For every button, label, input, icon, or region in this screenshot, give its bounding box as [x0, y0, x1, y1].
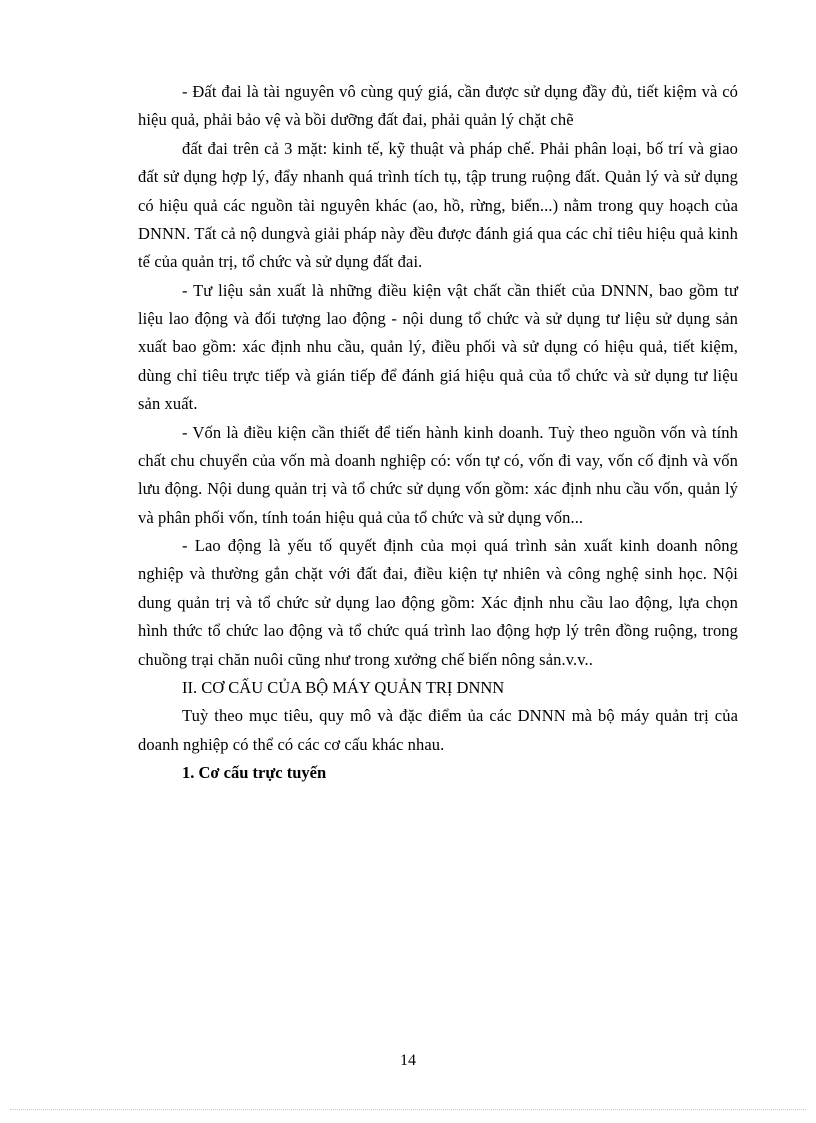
section-heading: II. CƠ CẤU CỦA BỘ MÁY QUẢN TRỊ DNNN: [182, 677, 505, 697]
page-body: [138, 78, 738, 787]
paragraph: Tuỳ theo mục tiêu, quy mô và đặc điểm ủa các DNNN mà bộ máy quản trị của doanh nghiệp có thể có các cơ cấu khác nhau.: [138, 706, 738, 754]
paragraph: - Lao động là yếu tố quyết định của mọi quá trình sản xuất kinh doanh nông nghiệp và thường gắn chặt với đất đai, điều kiện tự nhiên và công nghệ sinh học. Nội dung quản trị và tổ chức sử dụng lao động gồm: Xác định nhu cầu lao động, lựa chọn hình thức tổ chức lao động và tổ chức quá trình lao động hợp lý trên đồng ruộng, trong chuồng trại chăn nuôi cũng như trong xưởng chế biến nông sản.v.v..: [138, 536, 738, 669]
paragraph: - Tư liệu sản xuất là những điều kiện vật chất cần thiết của DNNN, bao gồm tư liệu lao động và đối tượng lao động - nội dung tổ chức và sử dụng tư liệu sử dụng sản xuất bao gồm: xác định nhu cầu, quản lý, điều phối và sử dụng có hiệu quả, tiết kiệm, dùng chỉ tiêu trực tiếp và gián tiếp để đánh giá hiệu quả của tổ chức và sử dụng tư liệu sản xuất.: [138, 280, 738, 414]
paragraph: - Vốn là điều kiện cần thiết để tiến hành kinh doanh. Tuỳ theo nguồn vốn và tính chất chu chuyển của vốn mà doanh nghiệp có: vốn tự có, vốn đi vay, vốn cố định và vốn lưu động. Nội dung quản trị và tổ chức sử dụng vốn gồm: xác định nhu cầu vốn, quản lý và phân phối vốn, tính toán hiệu quả của tổ chức và sử dụng vốn...: [138, 422, 738, 527]
subsection-heading: 1. Cơ cấu trực tuyến: [182, 763, 327, 782]
paragraph: đất đai trên cả 3 mặt: kinh tế, kỹ thuật và pháp chế. Phải phân loại, bố trí và giao đất sử dụng hợp lý, đẩy nhanh quá trình tích tụ, tập trung ruộng đất. Quản lý và sử dụng có hiệu quả các nguồn tài nguyên khác (ao, hồ, rừng, biển...) nằm trong quy hoạch của DNNN. Tất cả nộ dungvà giải pháp này đều được đánh giá qua các chỉ tiêu hiệu quả kinh tế của quản trị, tổ chức và sử dụng đất đai.: [138, 138, 738, 272]
page-number: 14: [400, 1052, 416, 1069]
paragraph: - Đất đai là tài nguyên vô cùng quý giá, cần được sử dụng đầy đủ, tiết kiệm và có hiệu quả, phải bảo vệ và bồi dưỡng đất đai, phải quản lý chặt chẽ: [138, 82, 738, 130]
footer-divider: [10, 1109, 806, 1111]
